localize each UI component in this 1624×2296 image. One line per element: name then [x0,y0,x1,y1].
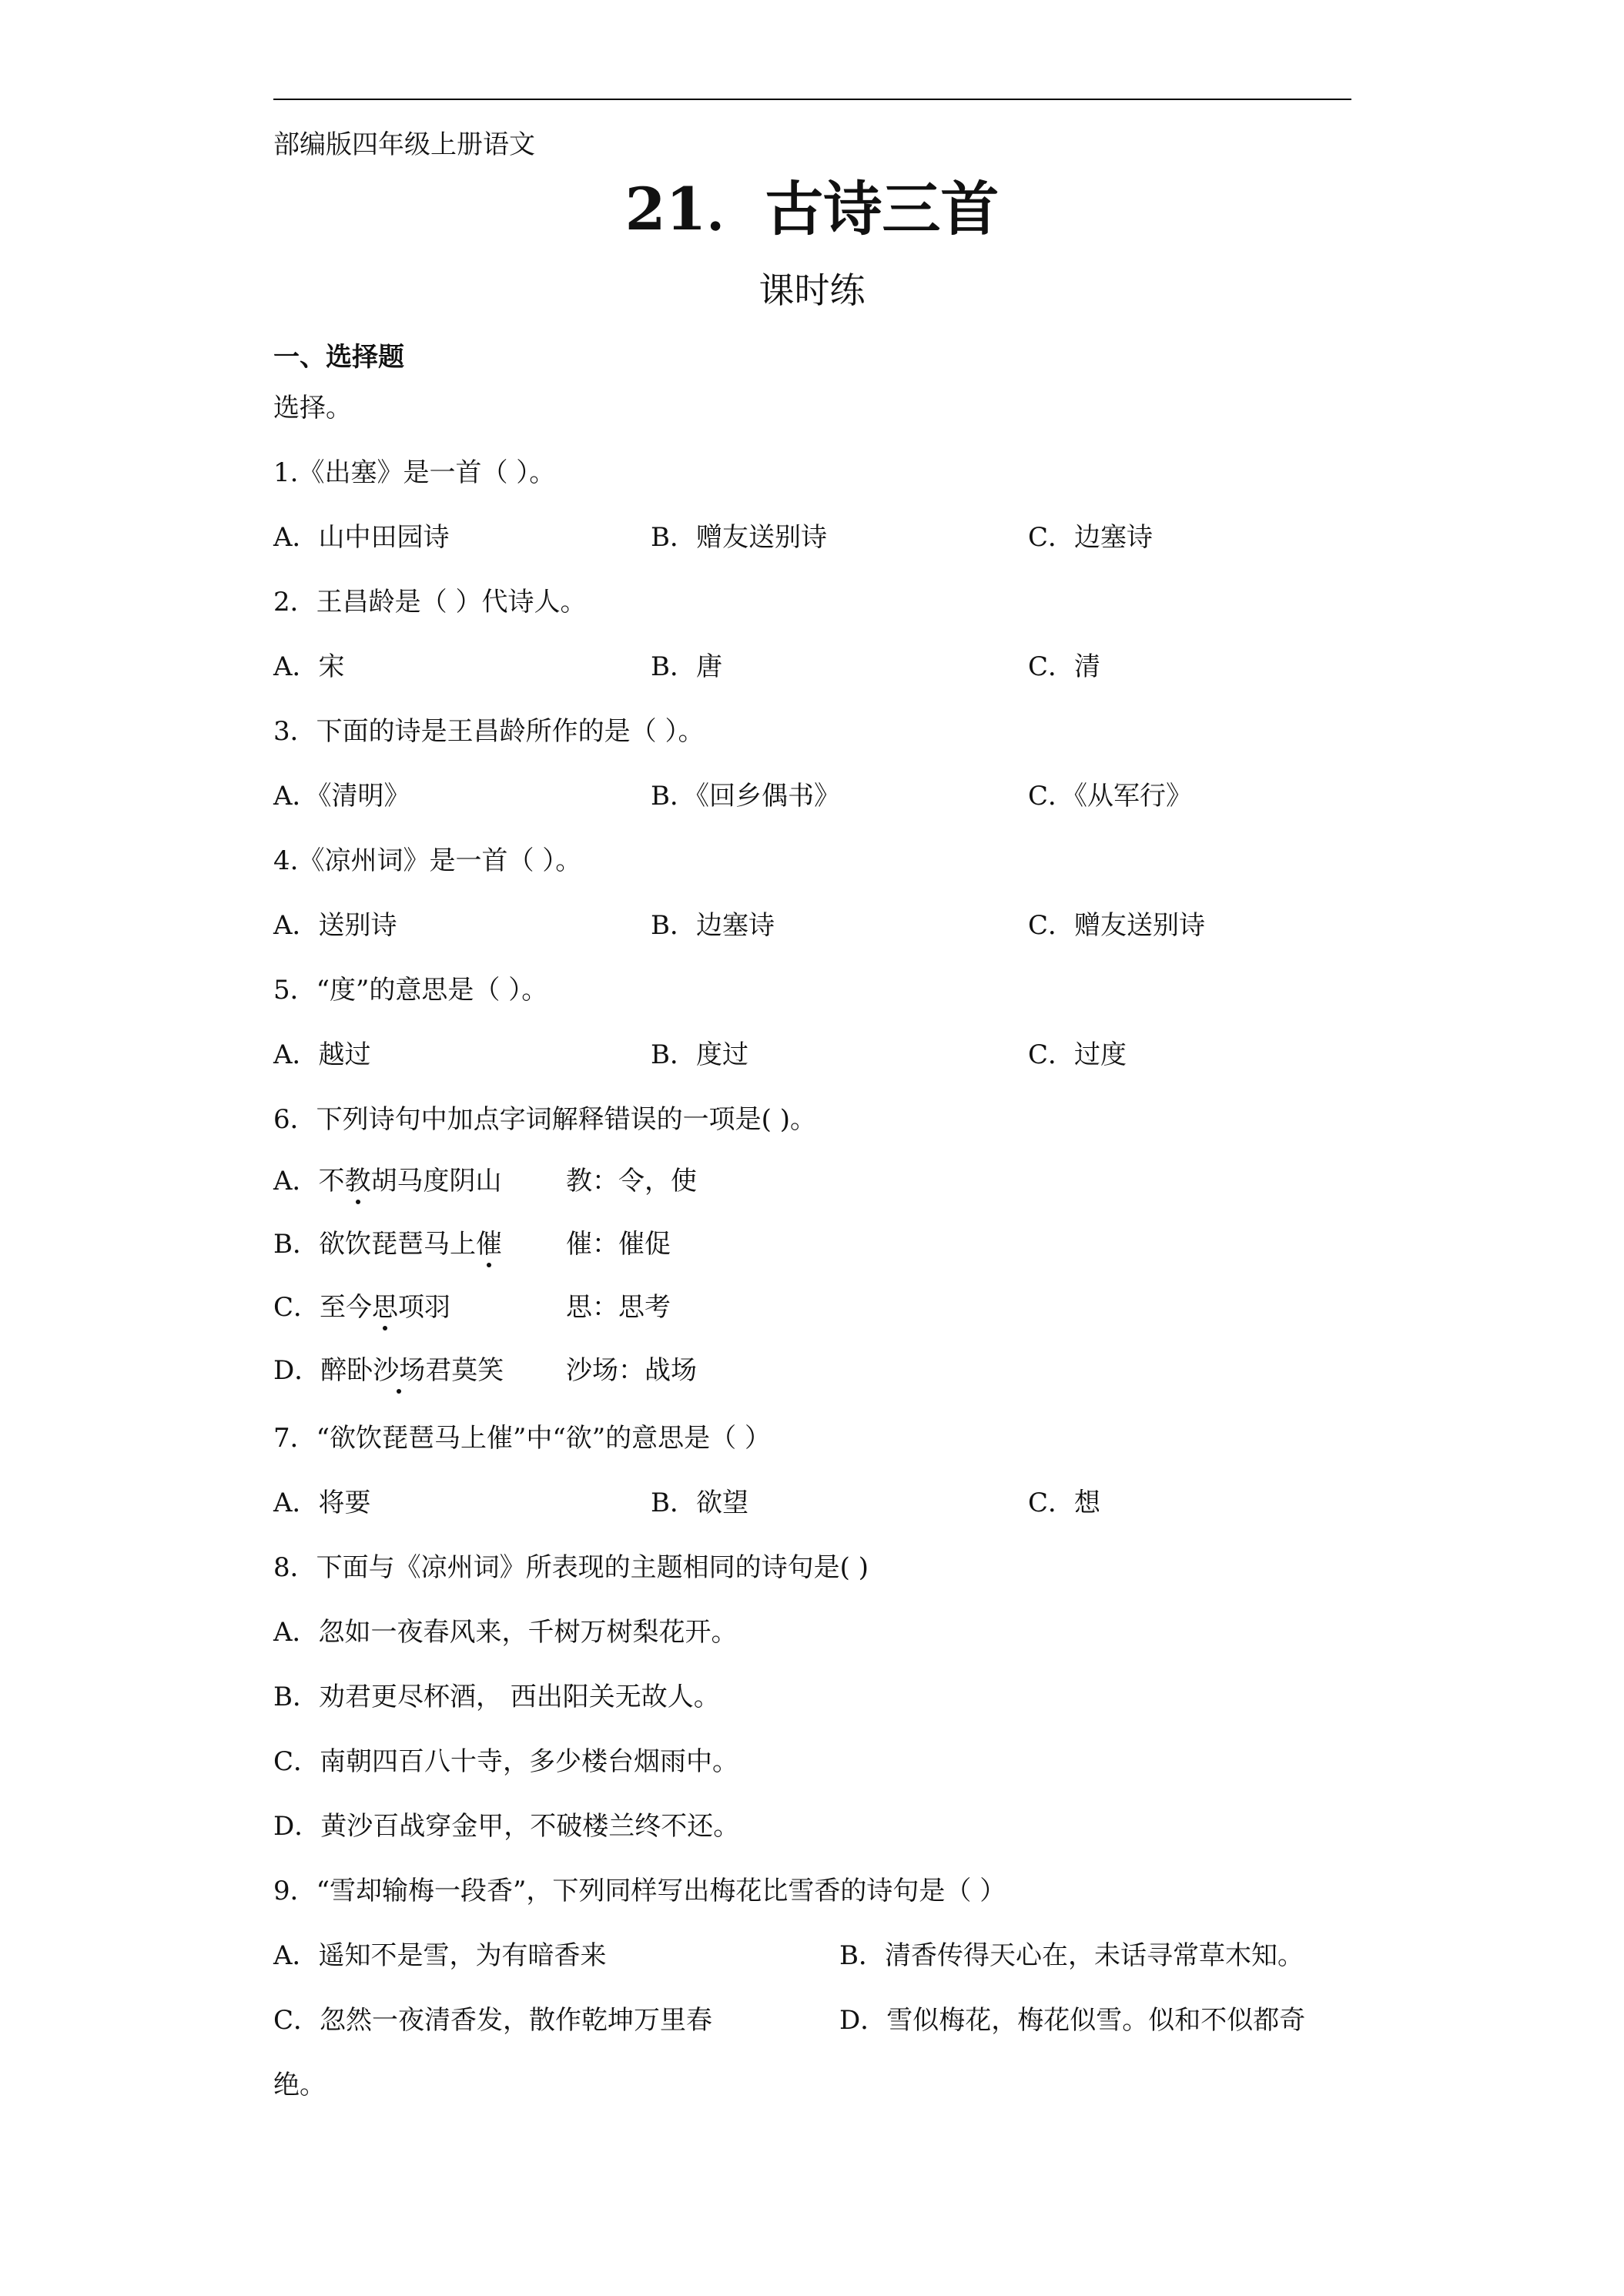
question-8-option-d[interactable]: D．黄沙百战穿金甲，不破楼兰终不还。 [273,1811,740,1842]
option-d-dotted-char: 沙场 [373,1355,426,1386]
question-3-option-a[interactable]: A．《清明》 [273,781,410,812]
question-9-option-a[interactable]: A．遥知不是雪，为有暗香来 [273,1940,607,1971]
question-1-stem: 1.《出塞》是一首（ ）。 [273,457,556,488]
question-9-option-d[interactable]: D．雪似梅花，梅花似雪。似和不似都奇 [839,2005,1306,2036]
option-d-gloss: 沙场：战场 [566,1355,697,1386]
question-9-option-d-continuation: 绝。 [273,2070,326,2100]
question-2-stem: 2．王昌龄是（ ）代诗人。 [273,587,587,618]
question-9-stem: 9．“雪却输梅一段香”，下列同样写出梅花比雪香的诗句是（ ） [273,1876,1006,1906]
option-c-suffix: 项羽 [398,1292,451,1323]
question-8-option-a[interactable]: A．忽如一夜春风来，千树万树梨花开。 [273,1617,738,1648]
section-heading: 一、选择题 [273,342,404,373]
question-6-option-c[interactable] [273,1290,671,1324]
option-b-gloss: 催：催促 [566,1229,671,1260]
header-rule [273,99,1351,100]
question-9-option-b[interactable]: B．清香传得天心在，未话寻常草木知。 [839,1940,1304,1971]
question-7-stem: 7．“欲饮琵琶马上催”中“欲”的意思是（ ） [273,1423,771,1454]
question-2-option-c[interactable]: C．清 [1028,651,1101,682]
page-title: 21．古诗三首 [624,175,1000,243]
question-9-option-c[interactable]: C．忽然一夜清香发，散作乾坤万里春 [273,2005,713,2036]
option-c-gloss: 思：思考 [566,1292,671,1323]
question-4-option-a[interactable]: A．送别诗 [273,910,397,941]
question-8-option-c[interactable]: C．南朝四百八十寺，多少楼台烟雨中。 [273,1746,739,1777]
question-2-option-b[interactable]: B．唐 [651,651,722,682]
question-3-option-c[interactable]: C．《从军行》 [1028,781,1193,812]
question-7-option-c[interactable]: C．想 [1028,1488,1101,1518]
question-4-stem: 4.《凉州词》是一首（ ）。 [273,845,582,876]
question-4-option-c[interactable]: C．赠友送别诗 [1028,910,1206,941]
question-1-option-a[interactable]: A．山中田园诗 [273,522,450,553]
question-1-option-b[interactable]: B．赠友送别诗 [651,522,827,553]
question-8-option-b[interactable]: B．劝君更尽杯酒， 西出阳关无故人。 [273,1682,720,1712]
option-b-dotted-char: 催 [476,1229,502,1260]
question-2-option-a[interactable]: A．宋 [273,651,345,682]
question-3-option-b[interactable]: B．《回乡偶书》 [651,781,840,812]
option-c-prefix: C．至今 [273,1292,373,1323]
question-8-stem: 8．下面与《凉州词》所表现的主题相同的诗句是( ) [273,1552,869,1583]
option-a-suffix: 胡马度阴山 [370,1166,502,1197]
question-6-option-b[interactable] [273,1227,671,1261]
question-6-stem: 6．下列诗句中加点字词解释错误的一项是( )。 [273,1104,816,1135]
option-b-prefix: B．欲饮琵琶马上 [273,1229,476,1260]
option-d-suffix: 君莫笑 [425,1355,504,1386]
book-label: 部编版四年级上册语文 [273,129,535,160]
question-6-option-a[interactable] [273,1164,697,1198]
option-a-gloss: 教：令，使 [566,1166,697,1197]
question-4-option-b[interactable]: B．边塞诗 [651,910,775,941]
page-subtitle: 课时练 [758,269,866,311]
question-5-option-c[interactable]: C．过度 [1028,1039,1127,1070]
option-c-dotted-char: 思 [372,1292,399,1323]
question-1-option-c[interactable]: C．边塞诗 [1028,522,1154,553]
question-5-option-b[interactable]: B．度过 [651,1039,748,1070]
option-a-dotted-char: 教 [344,1166,371,1197]
option-d-prefix: D．醉卧 [273,1355,373,1386]
option-a-prefix: A．不 [273,1166,345,1197]
question-6-option-d[interactable] [273,1354,697,1387]
section-instruction: 选择。 [273,393,352,423]
question-3-stem: 3．下面的诗是王昌龄所作的是（ ）。 [273,716,705,747]
question-7-option-b[interactable]: B．欲望 [651,1488,748,1518]
question-5-option-a[interactable]: A．越过 [273,1039,371,1070]
question-7-option-a[interactable]: A．将要 [273,1488,371,1518]
question-5-stem: 5．“度”的意思是（ ）。 [273,975,548,1006]
